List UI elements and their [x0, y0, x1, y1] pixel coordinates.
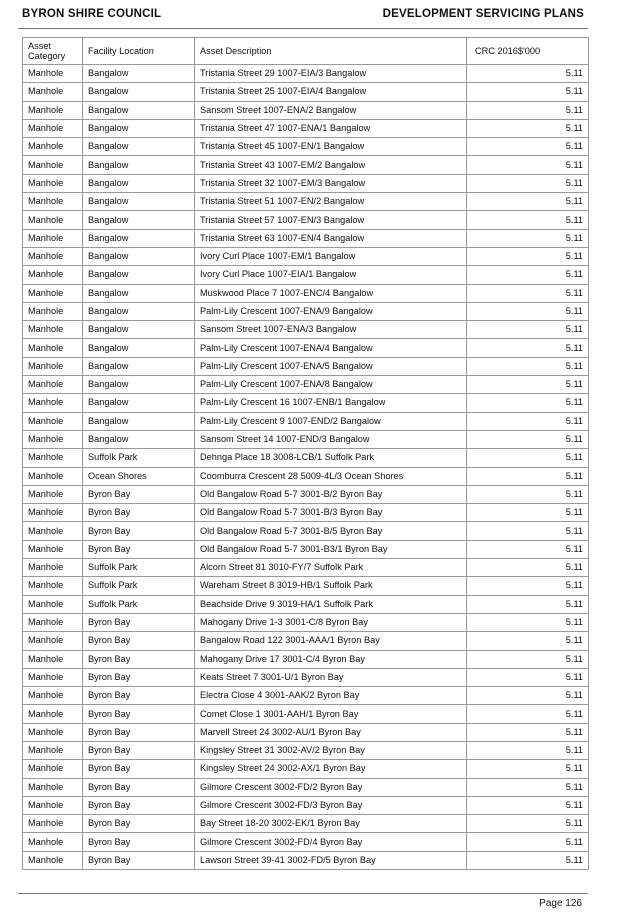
cell-crc-value: 5.11	[467, 522, 589, 540]
table-row	[23, 705, 589, 723]
table-row	[23, 485, 589, 503]
table-row	[23, 833, 589, 851]
cell-asset-category: Manhole	[23, 138, 83, 156]
cell-crc-value: 5.11	[467, 632, 589, 650]
cell-facility-location: Byron Bay	[83, 760, 195, 778]
table-row	[23, 284, 589, 302]
cell-crc-value: 5.11	[467, 211, 589, 229]
cell-asset-category: Manhole	[23, 723, 83, 741]
cell-asset-category: Manhole	[23, 339, 83, 357]
table-row	[23, 357, 589, 375]
cell-asset-category: Manhole	[23, 284, 83, 302]
table-row	[23, 815, 589, 833]
cell-asset-category: Manhole	[23, 412, 83, 430]
cell-facility-location: Byron Bay	[83, 723, 195, 741]
cell-crc-value: 5.11	[467, 723, 589, 741]
table-row	[23, 650, 589, 668]
cell-facility-location: Byron Bay	[83, 851, 195, 869]
cell-crc-value: 5.11	[467, 815, 589, 833]
table-row	[23, 321, 589, 339]
cell-asset-description: Tristania Street 63 1007-EN/4 Bangalow	[195, 229, 467, 247]
page-header	[22, 8, 584, 24]
table-row	[23, 449, 589, 467]
cell-asset-category: Manhole	[23, 247, 83, 265]
cell-facility-location: Bangalow	[83, 174, 195, 192]
cell-asset-category: Manhole	[23, 632, 83, 650]
column-header-asset-description: Asset Description	[195, 38, 467, 65]
cell-asset-description: Tristania Street 47 1007-ENA/1 Bangalow	[195, 119, 467, 137]
cell-asset-description: Palm-Lily Crescent 1007-ENA/8 Bangalow	[195, 376, 467, 394]
cell-asset-category: Manhole	[23, 229, 83, 247]
cell-asset-category: Manhole	[23, 156, 83, 174]
cell-facility-location: Bangalow	[83, 302, 195, 320]
cell-crc-value: 5.11	[467, 138, 589, 156]
cell-asset-category: Manhole	[23, 266, 83, 284]
cell-crc-value: 5.11	[467, 376, 589, 394]
cell-asset-description: Dehnga Place 18 3008-LCB/1 Suffolk Park	[195, 449, 467, 467]
cell-facility-location: Bangalow	[83, 211, 195, 229]
table-row	[23, 430, 589, 448]
cell-facility-location: Byron Bay	[83, 540, 195, 558]
cell-facility-location: Byron Bay	[83, 741, 195, 759]
cell-facility-location: Byron Bay	[83, 796, 195, 814]
cell-facility-location: Bangalow	[83, 83, 195, 101]
table-row	[23, 412, 589, 430]
cell-asset-description: Tristania Street 43 1007-EM/2 Bangalow	[195, 156, 467, 174]
cell-facility-location: Bangalow	[83, 412, 195, 430]
table-row	[23, 540, 589, 558]
cell-asset-category: Manhole	[23, 760, 83, 778]
cell-asset-description: Ivory Curl Place 1007-EM/1 Bangalow	[195, 247, 467, 265]
cell-asset-category: Manhole	[23, 83, 83, 101]
cell-asset-description: Tristania Street 25 1007-EIA/4 Bangalow	[195, 83, 467, 101]
cell-crc-value: 5.11	[467, 302, 589, 320]
table-row	[23, 559, 589, 577]
cell-crc-value: 5.11	[467, 577, 589, 595]
cell-facility-location: Suffolk Park	[83, 577, 195, 595]
cell-asset-description: Palm-Lily Crescent 1007-ENA/5 Bangalow	[195, 357, 467, 375]
cell-asset-description: Old Bangalow Road 5-7 3001-B/2 Byron Bay	[195, 485, 467, 503]
cell-asset-category: Manhole	[23, 211, 83, 229]
cell-facility-location: Bangalow	[83, 284, 195, 302]
cell-asset-description: Sansom Street 1007-ENA/3 Bangalow	[195, 321, 467, 339]
cell-crc-value: 5.11	[467, 193, 589, 211]
table-row	[23, 613, 589, 631]
cell-asset-category: Manhole	[23, 668, 83, 686]
cell-facility-location: Bangalow	[83, 119, 195, 137]
cell-asset-description: Old Bangalow Road 5-7 3001-B3/1 Byron Bay	[195, 540, 467, 558]
cell-asset-description: Gilmore Crescent 3002-FD/3 Byron Bay	[195, 796, 467, 814]
cell-asset-category: Manhole	[23, 705, 83, 723]
footer-divider	[18, 893, 588, 894]
cell-facility-location: Byron Bay	[83, 668, 195, 686]
cell-asset-description: Tristania Street 29 1007-EIA/3 Bangalow	[195, 65, 467, 83]
cell-asset-category: Manhole	[23, 613, 83, 631]
cell-asset-category: Manhole	[23, 394, 83, 412]
cell-crc-value: 5.11	[467, 760, 589, 778]
cell-crc-value: 5.11	[467, 321, 589, 339]
cell-asset-category: Manhole	[23, 467, 83, 485]
cell-asset-description: Mahogany Drive 1-3 3001-C/8 Byron Bay	[195, 613, 467, 631]
cell-asset-description: Ivory Curl Place 1007-EIA/1 Bangalow	[195, 266, 467, 284]
cell-crc-value: 5.11	[467, 778, 589, 796]
cell-crc-value: 5.11	[467, 687, 589, 705]
table-row	[23, 266, 589, 284]
cell-facility-location: Bangalow	[83, 339, 195, 357]
table-header-row	[23, 38, 589, 65]
cell-asset-description: Palm-Lily Crescent 1007-ENA/4 Bangalow	[195, 339, 467, 357]
cell-facility-location: Bangalow	[83, 193, 195, 211]
cell-asset-description: Wareham Street 8 3019-HB/1 Suffolk Park	[195, 577, 467, 595]
cell-asset-description: Old Bangalow Road 5-7 3001-B/5 Byron Bay	[195, 522, 467, 540]
cell-crc-value: 5.11	[467, 851, 589, 869]
cell-facility-location: Byron Bay	[83, 613, 195, 631]
cell-facility-location: Bangalow	[83, 65, 195, 83]
cell-asset-description: Sansom Street 1007-ENA/2 Bangalow	[195, 101, 467, 119]
cell-asset-category: Manhole	[23, 577, 83, 595]
cell-asset-description: Coomburra Crescent 28 5009-4L/3 Ocean Shores	[195, 467, 467, 485]
table-row	[23, 138, 589, 156]
cell-crc-value: 5.11	[467, 796, 589, 814]
cell-crc-value: 5.11	[467, 540, 589, 558]
cell-asset-category: Manhole	[23, 449, 83, 467]
page-number: Page 126	[539, 898, 582, 909]
table-row	[23, 101, 589, 119]
cell-facility-location: Bangalow	[83, 321, 195, 339]
table-body	[23, 65, 589, 870]
cell-facility-location: Byron Bay	[83, 504, 195, 522]
cell-asset-description: Kingsley Street 31 3002-AV/2 Byron Bay	[195, 741, 467, 759]
table-row	[23, 211, 589, 229]
cell-crc-value: 5.11	[467, 101, 589, 119]
cell-asset-description: Keats Street 7 3001-U/1 Byron Bay	[195, 668, 467, 686]
table-row	[23, 156, 589, 174]
table-row	[23, 247, 589, 265]
cell-facility-location: Byron Bay	[83, 778, 195, 796]
cell-crc-value: 5.11	[467, 430, 589, 448]
cell-facility-location: Byron Bay	[83, 687, 195, 705]
cell-facility-location: Bangalow	[83, 101, 195, 119]
cell-crc-value: 5.11	[467, 650, 589, 668]
cell-asset-description: Gilmore Crescent 3002-FD/4 Byron Bay	[195, 833, 467, 851]
cell-asset-description: Mahogany Drive 17 3001-C/4 Byron Bay	[195, 650, 467, 668]
table-row	[23, 577, 589, 595]
cell-crc-value: 5.11	[467, 247, 589, 265]
cell-asset-category: Manhole	[23, 174, 83, 192]
cell-facility-location: Bangalow	[83, 394, 195, 412]
asset-table	[22, 37, 589, 870]
cell-facility-location: Byron Bay	[83, 815, 195, 833]
cell-asset-category: Manhole	[23, 430, 83, 448]
cell-asset-description: Alcorn Street 81 3010-FY/7 Suffolk Park	[195, 559, 467, 577]
table-row	[23, 522, 589, 540]
cell-asset-description: Bay Street 18-20 3002-EK/1 Byron Bay	[195, 815, 467, 833]
cell-facility-location: Ocean Shores	[83, 467, 195, 485]
table-row	[23, 376, 589, 394]
column-header-asset-category: Asset Category	[23, 38, 83, 65]
cell-asset-description: Sansom Street 14 1007-END/3 Bangalow	[195, 430, 467, 448]
table-row	[23, 119, 589, 137]
cell-asset-category: Manhole	[23, 851, 83, 869]
cell-crc-value: 5.11	[467, 412, 589, 430]
table-row	[23, 778, 589, 796]
cell-asset-category: Manhole	[23, 595, 83, 613]
table-row	[23, 851, 589, 869]
cell-asset-description: Tristania Street 51 1007-EN/2 Bangalow	[195, 193, 467, 211]
cell-asset-description: Comet Close 1 3001-AAH/1 Byron Bay	[195, 705, 467, 723]
cell-facility-location: Byron Bay	[83, 522, 195, 540]
cell-asset-description: Palm-Lily Crescent 16 1007-ENB/1 Bangalow	[195, 394, 467, 412]
cell-asset-category: Manhole	[23, 650, 83, 668]
cell-asset-category: Manhole	[23, 741, 83, 759]
cell-asset-description: Lawson Street 39-41 3002-FD/5 Byron Bay	[195, 851, 467, 869]
cell-crc-value: 5.11	[467, 833, 589, 851]
cell-facility-location: Byron Bay	[83, 632, 195, 650]
cell-facility-location: Bangalow	[83, 138, 195, 156]
cell-crc-value: 5.11	[467, 467, 589, 485]
cell-asset-category: Manhole	[23, 796, 83, 814]
table-row	[23, 796, 589, 814]
cell-asset-description: Tristania Street 45 1007-EN/1 Bangalow	[195, 138, 467, 156]
cell-asset-category: Manhole	[23, 815, 83, 833]
table-row	[23, 339, 589, 357]
council-name: BYRON SHIRE COUNCIL	[22, 8, 162, 20]
cell-crc-value: 5.11	[467, 613, 589, 631]
table-row	[23, 504, 589, 522]
cell-facility-location: Bangalow	[83, 376, 195, 394]
cell-asset-description: Marvell Street 24 3002-AU/1 Byron Bay	[195, 723, 467, 741]
cell-crc-value: 5.11	[467, 119, 589, 137]
cell-asset-description: Kingsley Street 24 3002-AX/1 Byron Bay	[195, 760, 467, 778]
cell-asset-category: Manhole	[23, 540, 83, 558]
cell-facility-location: Byron Bay	[83, 705, 195, 723]
table-row	[23, 760, 589, 778]
cell-asset-category: Manhole	[23, 687, 83, 705]
cell-asset-description: Palm-Lily Crescent 1007-ENA/9 Bangalow	[195, 302, 467, 320]
cell-crc-value: 5.11	[467, 83, 589, 101]
cell-asset-category: Manhole	[23, 302, 83, 320]
cell-asset-description: Muskwood Place 7 1007-ENC/4 Bangalow	[195, 284, 467, 302]
table-row	[23, 668, 589, 686]
header-divider	[18, 28, 588, 29]
cell-crc-value: 5.11	[467, 595, 589, 613]
table-row	[23, 394, 589, 412]
cell-crc-value: 5.11	[467, 741, 589, 759]
cell-facility-location: Byron Bay	[83, 650, 195, 668]
cell-crc-value: 5.11	[467, 705, 589, 723]
cell-asset-category: Manhole	[23, 778, 83, 796]
cell-asset-category: Manhole	[23, 522, 83, 540]
table-row	[23, 302, 589, 320]
cell-asset-description: Gilmore Crescent 3002-FD/2 Byron Bay	[195, 778, 467, 796]
table-row	[23, 174, 589, 192]
cell-facility-location: Bangalow	[83, 229, 195, 247]
cell-asset-description: Electra Close 4 3001-AAK/2 Byron Bay	[195, 687, 467, 705]
cell-asset-category: Manhole	[23, 485, 83, 503]
cell-crc-value: 5.11	[467, 65, 589, 83]
cell-facility-location: Bangalow	[83, 156, 195, 174]
cell-crc-value: 5.11	[467, 449, 589, 467]
table-row	[23, 229, 589, 247]
table-row	[23, 467, 589, 485]
cell-asset-category: Manhole	[23, 119, 83, 137]
cell-asset-category: Manhole	[23, 504, 83, 522]
cell-asset-category: Manhole	[23, 193, 83, 211]
cell-crc-value: 5.11	[467, 174, 589, 192]
cell-facility-location: Suffolk Park	[83, 559, 195, 577]
cell-asset-description: Beachside Drive 9 3019-HA/1 Suffolk Park	[195, 595, 467, 613]
cell-facility-location: Byron Bay	[83, 485, 195, 503]
cell-crc-value: 5.11	[467, 485, 589, 503]
cell-asset-category: Manhole	[23, 357, 83, 375]
cell-asset-description: Tristania Street 57 1007-EN/3 Bangalow	[195, 211, 467, 229]
cell-crc-value: 5.11	[467, 668, 589, 686]
table-row	[23, 193, 589, 211]
cell-asset-category: Manhole	[23, 101, 83, 119]
cell-asset-category: Manhole	[23, 321, 83, 339]
cell-facility-location: Suffolk Park	[83, 449, 195, 467]
table-row	[23, 723, 589, 741]
table-row	[23, 595, 589, 613]
cell-crc-value: 5.11	[467, 504, 589, 522]
cell-asset-category: Manhole	[23, 65, 83, 83]
table-row	[23, 687, 589, 705]
table-row	[23, 65, 589, 83]
cell-crc-value: 5.11	[467, 394, 589, 412]
cell-crc-value: 5.11	[467, 156, 589, 174]
cell-asset-description: Bangalow Road 122 3001-AAA/1 Byron Bay	[195, 632, 467, 650]
column-header-crc: CRC 2016$'000	[467, 38, 589, 65]
column-header-facility-location: Facility Location	[83, 38, 195, 65]
cell-asset-category: Manhole	[23, 559, 83, 577]
cell-facility-location: Bangalow	[83, 266, 195, 284]
cell-asset-description: Old Bangalow Road 5-7 3001-B/3 Byron Bay	[195, 504, 467, 522]
cell-asset-category: Manhole	[23, 376, 83, 394]
cell-facility-location: Suffolk Park	[83, 595, 195, 613]
table-row	[23, 632, 589, 650]
table-row	[23, 83, 589, 101]
cell-crc-value: 5.11	[467, 339, 589, 357]
cell-asset-category: Manhole	[23, 833, 83, 851]
cell-crc-value: 5.11	[467, 559, 589, 577]
cell-asset-description: Tristania Street 32 1007-EM/3 Bangalow	[195, 174, 467, 192]
cell-facility-location: Bangalow	[83, 357, 195, 375]
cell-facility-location: Bangalow	[83, 247, 195, 265]
cell-facility-location: Bangalow	[83, 430, 195, 448]
cell-crc-value: 5.11	[467, 284, 589, 302]
cell-crc-value: 5.11	[467, 266, 589, 284]
cell-facility-location: Byron Bay	[83, 833, 195, 851]
cell-crc-value: 5.11	[467, 229, 589, 247]
table-row	[23, 741, 589, 759]
cell-asset-description: Palm-Lily Crescent 9 1007-END/2 Bangalow	[195, 412, 467, 430]
cell-crc-value: 5.11	[467, 357, 589, 375]
document-title: DEVELOPMENT SERVICING PLANS	[382, 8, 584, 20]
